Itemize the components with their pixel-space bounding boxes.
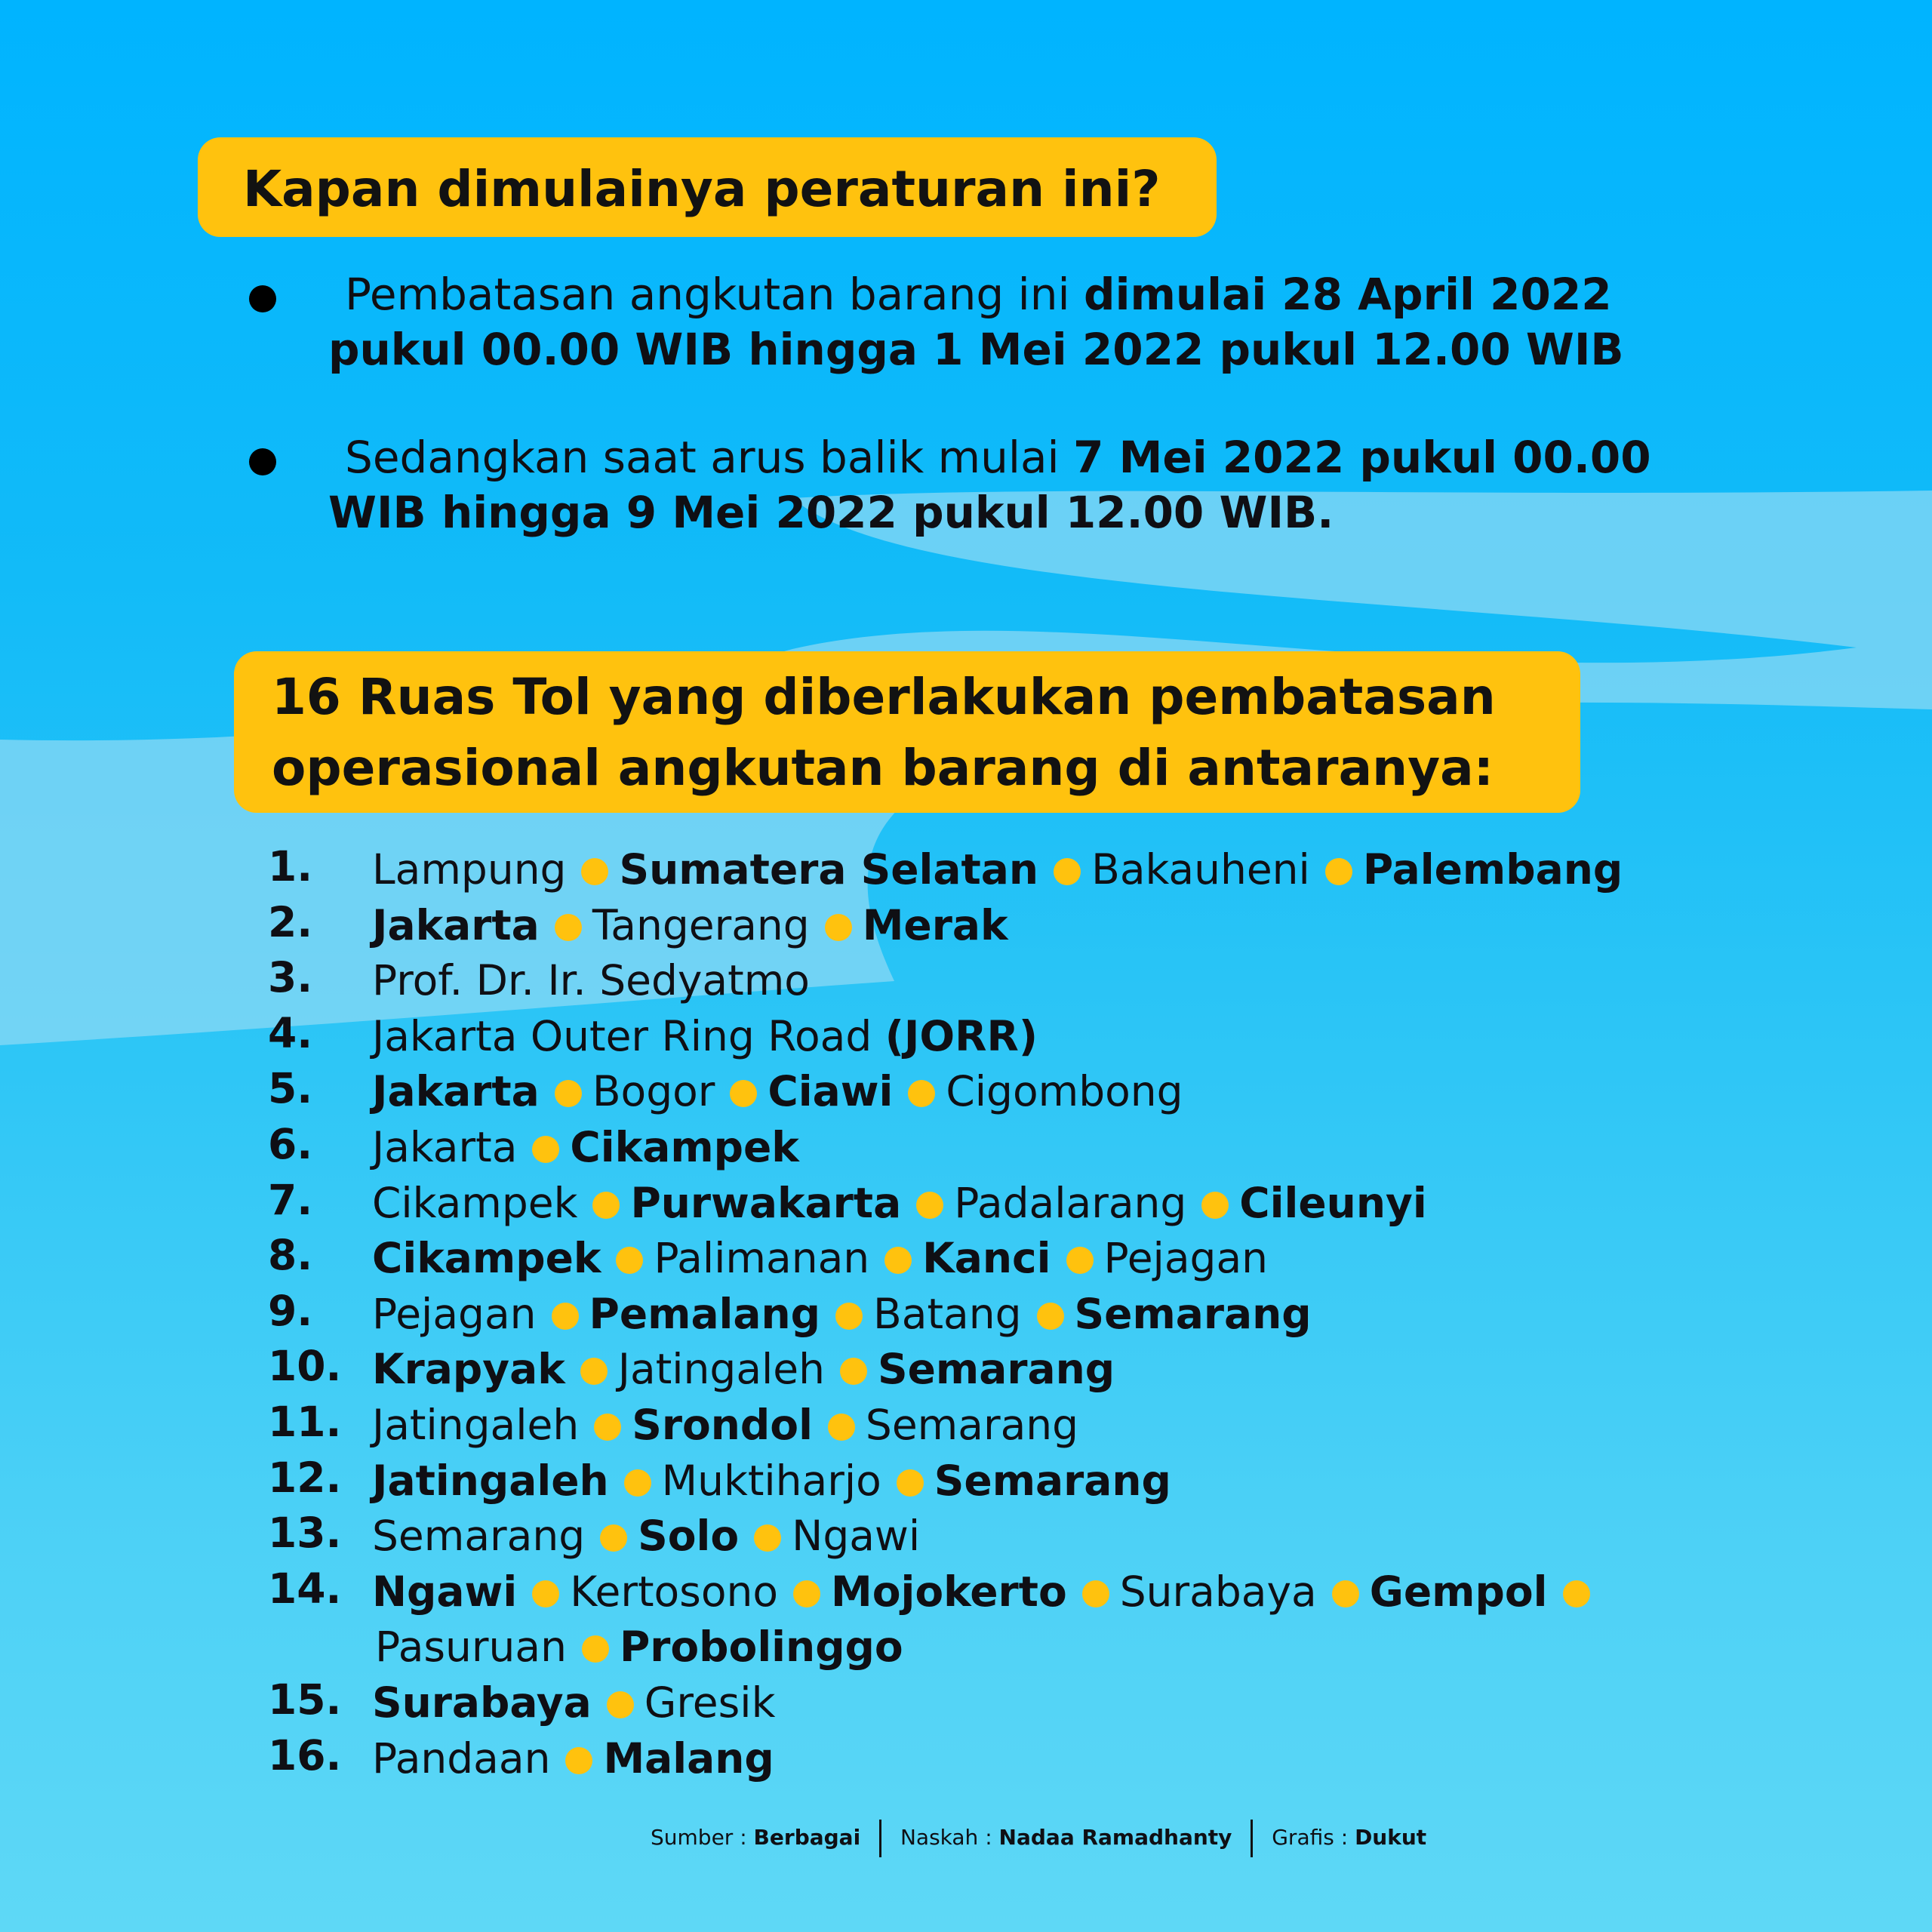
divider [1251,1820,1253,1857]
route-line [372,1290,1312,1338]
separator-dot-icon [616,1247,643,1274]
route-segment: Padalarang [954,1178,1187,1227]
separator-dot-icon [730,1080,757,1107]
route-segment: Pemalang [589,1289,821,1338]
section-title-line1: 16 Ruas Tol yang diberlakukan pembatasan [272,668,1496,726]
route-segment: Bogor [592,1067,715,1116]
route-segment: Palimanan [654,1234,870,1283]
separator-dot-icon [835,1303,863,1330]
route-segment: Pejagan [372,1289,537,1338]
route-segments [372,1675,775,1731]
route-segment: (JORR) [884,1011,1038,1060]
route-segments [372,953,810,1009]
separator-dot-icon [1325,858,1352,885]
writer-label: Naskah : [900,1825,999,1850]
graphic-label: Grafis : [1272,1825,1355,1850]
route-segment: Pandaan [372,1734,551,1783]
separator-dot-icon [908,1080,935,1107]
separator-dot-icon [1332,1580,1359,1607]
route-segment: Jakarta [372,1067,540,1116]
separator-dot-icon [1037,1303,1064,1330]
route-number: 7. [268,1175,313,1224]
route-segments [372,1120,799,1176]
divider [879,1820,881,1857]
route-segment: Semarang [865,1400,1079,1449]
route-segments [372,1009,1038,1065]
separator-dot-icon [555,914,582,941]
separator-dot-icon [840,1358,867,1385]
separator-dot-icon [532,1580,559,1607]
route-number: 4. [268,1008,313,1057]
route-segments [372,1176,1427,1232]
route-segment: Probolinggo [619,1623,903,1672]
route-segments [372,1064,1183,1120]
route-segment: Krapyak [372,1345,565,1394]
separator-dot-icon [793,1580,820,1607]
route-line [372,1345,1115,1393]
separator-dot-icon [565,1747,592,1774]
route-segment: Gempol [1369,1567,1548,1616]
route-segment: Sumatera Selatan [619,845,1039,894]
route-line [372,901,1008,949]
route-line [372,1678,775,1727]
separator-dot-icon [1082,1580,1109,1607]
route-segment: Prof. Dr. Ir. Sedyatmo [372,956,810,1005]
route-number: 9. [268,1286,313,1335]
separator-dot-icon [607,1691,634,1718]
separator-dot-icon [897,1469,924,1497]
route-segment: Palembang [1362,845,1623,894]
route-segments [372,898,1008,954]
separator-dot-icon [594,1414,621,1441]
route-segment: Jatingaleh [372,1456,609,1505]
route-segment: Semarang [934,1456,1171,1505]
writer-value: Nadaa Ramadhanty [998,1825,1232,1850]
route-number: 14. [268,1564,342,1613]
question-title: Kapan dimulainya peraturan ini? [243,160,1161,218]
separator-dot-icon [1054,858,1081,885]
route-segments [372,1231,1268,1287]
route-segment: Cikampek [372,1234,601,1283]
bullet-text: Sedangkan saat arus balik mulai [345,432,1074,483]
route-segment: Pasuruan [375,1623,567,1672]
bullet-text: Pembatasan angkutan barang ini [345,269,1084,320]
separator-dot-icon [828,1414,855,1441]
route-line [372,956,810,1004]
route-segment: Semarang [1074,1289,1312,1338]
route-segment: Jakarta [372,900,540,949]
route-line [372,1123,799,1171]
route-line [372,1179,1427,1227]
route-segments [372,1287,1312,1343]
route-number: 16. [268,1730,342,1780]
route-segments [372,1398,1078,1454]
separator-dot-icon [580,1358,608,1385]
route-number: 5. [268,1064,313,1113]
route-segments [372,1509,920,1564]
route-line [372,1401,1078,1449]
separator-dot-icon [592,1192,620,1219]
section-banner [234,651,1580,813]
section-title-line2: operasional angkutan barang di antaranya: [272,739,1494,797]
route-segment: Pejagan [1103,1234,1269,1283]
route-number: 6. [268,1119,313,1168]
separator-dot-icon [1066,1247,1094,1274]
route-segment: Jakarta [372,1122,518,1171]
route-number: 1. [268,842,313,891]
route-segments [372,1342,1115,1398]
route-segment: Batang [873,1289,1022,1338]
bullet-date-start: 7 Mei 2022 pukul 00.00 [1073,432,1651,483]
bullet-date-start: dimulai 28 April 2022 [1084,269,1612,320]
route-segment: Purwakarta [630,1178,902,1227]
route-line [372,1457,1171,1505]
bullet-dot [249,448,276,475]
route-number: 8. [268,1231,313,1280]
separator-dot-icon [825,914,852,941]
route-line [372,1734,774,1783]
separator-dot-icon [1201,1192,1229,1219]
route-segments [372,842,1623,898]
separator-dot-icon [555,1080,582,1107]
bullet-date-range: pukul 00.00 WIB hingga 1 Mei 2022 pukul 12.00 WIB [328,324,1624,375]
route-line [372,1234,1268,1282]
separator-dot-icon [884,1247,912,1274]
question-banner [198,137,1217,237]
bullet-dot [249,285,276,312]
separator-dot-icon [581,858,608,885]
route-segments [372,1564,1601,1675]
separator-dot-icon [624,1469,651,1497]
source-value: Berbagai [753,1825,861,1850]
route-segments [372,1731,774,1787]
route-segment: Semarang [878,1345,1115,1394]
route-number: 11. [268,1397,342,1446]
route-segment: Srondol [632,1400,813,1449]
separator-dot-icon [1563,1580,1590,1607]
route-segment: Jatingaleh [617,1345,826,1394]
separator-dot-icon [532,1136,559,1163]
route-segment: Semarang [372,1512,586,1561]
separator-dot-icon [582,1635,609,1663]
route-line [372,1067,1183,1115]
separator-dot-icon [916,1192,943,1219]
source-label: Sumber : [651,1825,754,1850]
graphic-value: Dukut [1355,1825,1427,1850]
route-segment: Cikampek [570,1122,799,1171]
route-segment: Mojokerto [831,1567,1067,1616]
route-segment: Ngawi [372,1567,518,1616]
route-line [372,1567,1601,1616]
route-segment: Surabaya [372,1678,592,1727]
separator-dot-icon [754,1524,781,1552]
route-line-continued [372,1620,1601,1675]
route-number: 3. [268,953,313,1002]
route-segments [372,1454,1171,1509]
route-segment: Cileunyi [1239,1178,1427,1227]
route-segment: Malang [603,1734,774,1783]
bullet-date-range: WIB hingga 9 Mei 2022 pukul 12.00 WIB. [328,487,1334,538]
route-number: 12. [268,1453,342,1502]
route-segment: Kanci [922,1234,1051,1283]
route-segment: Ngawi [792,1512,921,1561]
route-number: 2. [268,897,313,946]
route-segment: Bakauheni [1091,845,1310,894]
route-line [372,1512,920,1560]
route-segment: Solo [638,1512,740,1561]
route-number: 15. [268,1675,342,1724]
route-segment: Lampung [372,845,567,894]
route-segment: Jatingaleh [372,1400,580,1449]
route-segment: Cigombong [946,1067,1183,1116]
route-segment: Muktiharjo [661,1456,881,1505]
route-line [372,845,1623,894]
separator-dot-icon [552,1303,579,1330]
route-number: 10. [268,1342,342,1391]
route-segment: Surabaya [1119,1567,1317,1616]
route-number: 13. [268,1509,342,1558]
route-segment: Merak [862,900,1008,949]
route-segment: Ciawi [768,1067,894,1116]
route-segment: Cikampek [372,1178,578,1227]
route-segment: Kertosono [570,1567,778,1616]
route-segment: Jakarta Outer Ring Road [372,1011,885,1060]
route-segment: Gresik [644,1678,776,1727]
route-segment: Tangerang [592,900,810,949]
credits [651,1819,1426,1857]
separator-dot-icon [600,1524,627,1552]
